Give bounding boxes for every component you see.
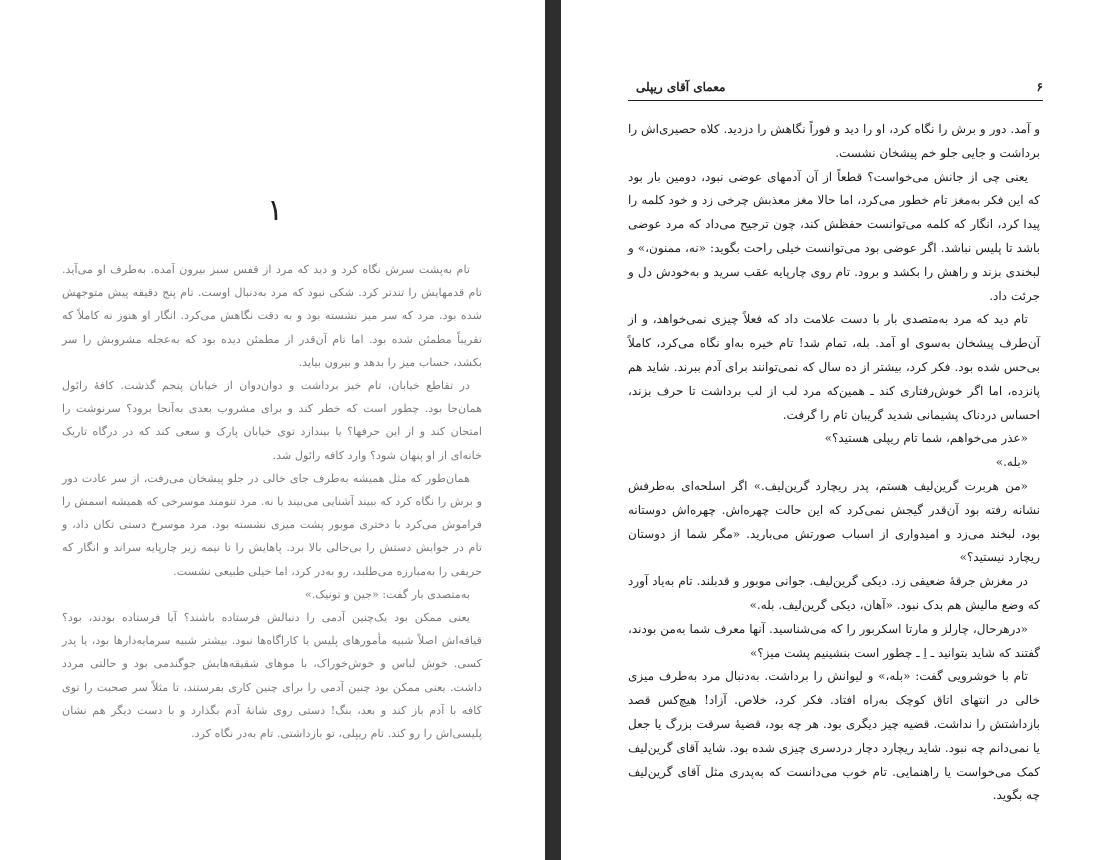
left-page-body bbox=[62, 258, 482, 745]
running-title: معمای آقای ریپلی bbox=[636, 80, 726, 94]
right-page-body bbox=[628, 118, 1040, 808]
right-paragraph: «عذر می‌خواهم، شما تام ریپلی هستید؟» bbox=[824, 431, 1028, 446]
chapter-number: ۱ bbox=[266, 193, 284, 228]
right-paragraph: در مغزش جرقهٔ ضعیفی زد. دیکی گرین‌لیف. جوانی موبور و قدبلند. تام به‌یاد آورد که وضع مالیش هم بدک نبود. «آهان، دیکی گرین‌لیف. بله.» bbox=[628, 574, 1040, 612]
right-paragraph: تام با خوشرویی گفت: «بله،» و لیوانش را برداشت. به‌دنبال مرد به‌طرف میزی خالی در انتهای اتاق کوچک به‌راه افتاد. فکر کرد، خلاص. آزاد! هیچ‌کس قصد بازداشتش را نداشت. قضیه چیز دیگری بود. هر چه بود، قضیهٔ سرقت بزرگ یا جعل یا نمی‌دانم چه نبود. شاید ریچارد دچار دردسری چیزی شده بود. شاید آقای گرین‌لیف کمک می‌خواست یا راهنمایی. تام خوب می‌دانست که به‌پدری مثل آقای گرین‌لیف چه بگوید. bbox=[628, 669, 1040, 803]
left-paragraph: در تقاطع خیابان، تام خیز برداشت و دوان‌دوان از خیابان پنجم گذشت. کافهٔ رائول همان‌جا بود. چطور است که خطر کند و برای مشروب بعدی به‌آنجا برود؟ سرنوشت را امتحان کند و از این حرفها؟ یا بیندازد توی خیابان پارک و سعی کند که در درگاه تاریک خانه‌ای از او پنهان شود؟ وارد کافه رائول شد. bbox=[62, 379, 482, 462]
book-gutter bbox=[545, 0, 561, 860]
right-paragraph: «من هربرت گرین‌لیف هستم، پدر ریچارد گرین‌لیف.» اگر اسلحه‌ای به‌طرفش نشانه رفته بود آن‌قدر گیجش نمی‌کرد که این حالت چهره‌اش. چهره‌اش دوستانه بود، لبخند می‌زد و امیدواری از اسباب صورتش می‌بارید. «مگر شما از دوستان ریچارد نیستید؟» bbox=[628, 478, 1040, 565]
right-paragraph: یعنی چی از جانش می‌خواست؟ قطعاً از آن آدمهای عوضی نبود، دومین بار بود که این فکر به‌مغز تام خطور می‌کرد، اما حالا مغز معذبش چرخی زد و خود کلمه را پیدا کرد، انگار که کلمه می‌توانست حفظش کند، چون ترجیح می‌داد که مرد عوضی باشد تا پلیس نباشد. اگر عوضی بود می‌توانست خیلی راحت بگوید: «نه، ممنون،» و لبخندی بزند و راهش را بکشد و برود. تام روی چارپایه عقب سرید و به‌خودش دل و جرئت داد. bbox=[628, 169, 1040, 303]
right-paragraph: و آمد. دور و برش را نگاه کرد، او را دید و فوراً نگاهش را دزدید. کلاه حصیری‌اش را برداشت و جایی جلو خم پیشخان نشست. bbox=[628, 122, 1040, 160]
left-paragraph: همان‌طور که مثل همیشه به‌طرف جای خالی در جلو پیشخان می‌رفت، از سر عادت دور و برش را نگاه کرد که ببیند آشنایی می‌بیند یا نه. مرد تنومند موسرخی که همیشه اسمش را فراموش می‌کرد با دختری موبور پشت میزی نشسته بود. مرد موسرخ دستی تکان داد، و تام در جوابش دستش را بی‌حالی بالا برد. پاهایش را تا نیمه زیر چارپایه سراند و انگار که حریفی را به‌مبارزه می‌طلبد، رو به‌در کرد، اما خیلی طبیعی نشست. bbox=[62, 471, 482, 578]
right-paragraph: «درهرحال، چارلز و مارتا اسکربور را که می‌شناسید. آنها معرف شما به‌من بودند، گفتند که شاید بتوانید ـ اِ ـ چطور است بنشینیم پشت میز؟» bbox=[628, 621, 1040, 660]
running-head bbox=[628, 78, 1043, 101]
left-paragraph: تام به‌پشت سرش نگاه کرد و دید که مرد از قفس سبز بیرون آمده. به‌طرف او می‌آید. تام قدمهایش را تندتر کرد. شکی نبود که مرد به‌دنبال اوست. تام پنج دقیقه پیش متوجهش شده بود. مرد که سر میز نشسته بود و به دقت نگاهش می‌کرد. انگار او هنوز نه کاملاً که تقریباً مطمئن شده بود. اما تام آن‌قدر از مطمئن دیده بود که به‌عجله مشروبش را سر بکشد، حساب میز را بدهد و بیرون بیاید. bbox=[62, 263, 482, 369]
left-paragraph: یعنی ممکن بود یک‌چنین آدمی را دنبالش فرستاده باشند؟ آیا فرستاده بودند، بود؟ قیافه‌اش اصلاً شبیه مأمورهای پلیس یا کاراگاه‌ها نبود. بیشتر شبیه سرمایه‌دارها بود، یا پدر کسی. خوش لباس و خوش‌خوراک، با موهای شقیقه‌هایش جوگندمی بود و حالتی مردد داشت. یعنی ممکن بود چنین آدمی را برای چنین کاری بفرستند، تا مثلاً سر صحبت را توی کافه با آدم باز کند و بعد، بنگ! دستی روی شانهٔ آدم بگذارد و با دست دیگر هم نشان پلیسی‌اش را رو کند. تام ریپلی، تو بازداشتی. تام به‌در نگاه کرد. bbox=[62, 611, 482, 741]
left-paragraph: به‌متصدی بار گفت: «جین و تونیک.» bbox=[304, 587, 470, 601]
right-paragraph: تام دید که مرد به‌متصدی بار با دست علامت داد که فعلاً چیزی نمی‌خواهد، و از آن‌طرف پیشخان به‌سوی او آمد. بله، تمام شد! تام خیره به‌او نگاه می‌کرد، کاملاً بی‌حس شده بود. فکر کرد، بیشتر از ده سال که نمی‌توانند برای آدم ببرند. شاید هم پانزده، اما اگر خوش‌رفتاری کند ـ همین‌که مرد لب از لب برداشت تا حرف بزند، احساس دردناک پشیمانی شدید گریبان تام را گرفت. bbox=[628, 312, 1040, 422]
left-page bbox=[0, 0, 545, 860]
right-paragraph: «بله.» bbox=[995, 455, 1028, 470]
right-page bbox=[561, 0, 1112, 860]
page-number: ۶ bbox=[1036, 80, 1043, 94]
